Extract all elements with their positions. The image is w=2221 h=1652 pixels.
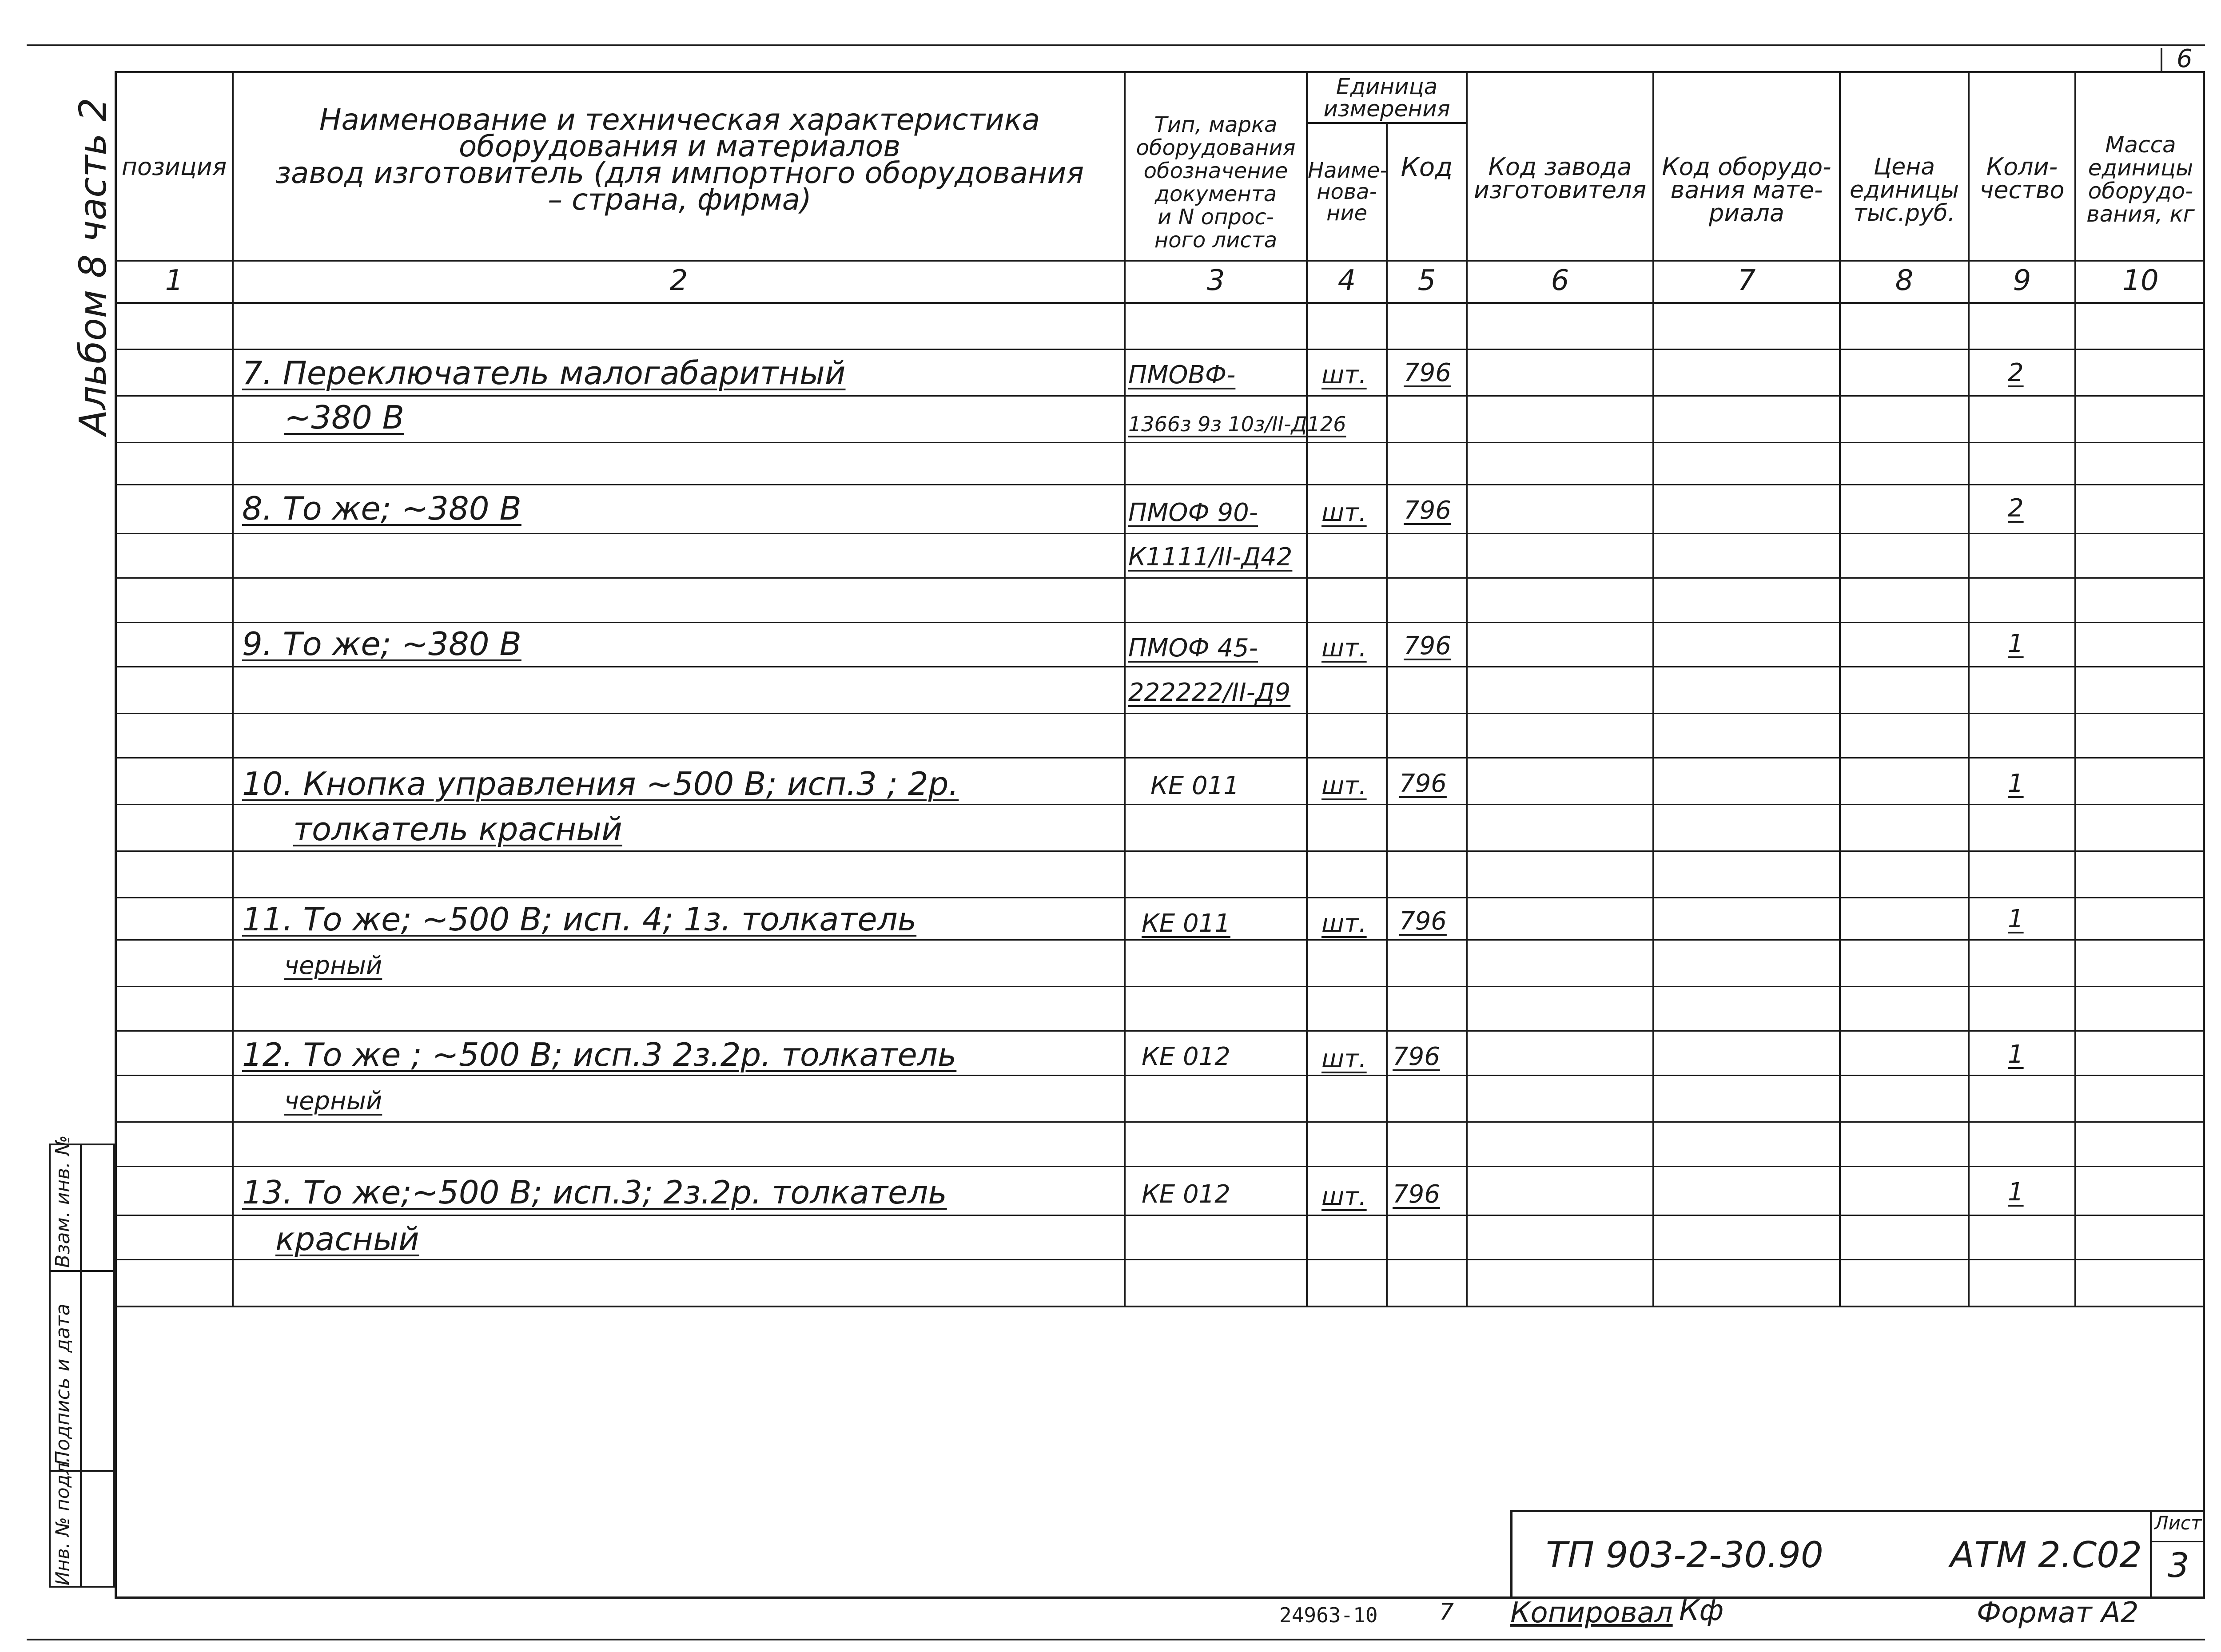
grid-h-r4 <box>115 484 2205 485</box>
grid-v-2 <box>1124 71 1126 1306</box>
row-10-type-line1: КЕ 011 <box>1150 771 1239 800</box>
grid-h-r18 <box>115 1121 2205 1123</box>
header-unit-code: Код <box>1401 152 1453 182</box>
grid-h-r10 <box>115 757 2205 758</box>
row-13-name-line2: красный <box>275 1220 419 1258</box>
row-7-code: 796 <box>1404 358 1451 387</box>
colnum-5: 5 <box>1417 264 1436 297</box>
row-9-name-line1: 9. То же; ~380 В <box>242 625 521 663</box>
title-doc-code: ТП 903-2-30.90 <box>1546 1534 1823 1576</box>
header-factory-code: Код завода изготовителя <box>1473 153 1647 204</box>
header-unit-group: Единица измерения <box>1323 74 1450 122</box>
footer-copied-sign: Кф <box>1679 1594 1724 1627</box>
top-trim-line <box>27 44 2205 46</box>
grid-h-r16 <box>115 1030 2205 1032</box>
row-11-name-line2: черный <box>284 951 382 980</box>
corner-sheet-number: 6 <box>2177 44 2193 73</box>
row-7-qty: 2 <box>2008 358 2024 387</box>
row-11-unit: шт. <box>1321 909 1367 938</box>
row-13-code: 796 <box>1393 1180 1440 1209</box>
side-stamp-inv: Инв. № подл. <box>52 1457 73 1585</box>
row-8-type-line1: ПМОФ 90- <box>1128 498 1258 527</box>
title-sheet-number: 3 <box>2168 1545 2189 1585</box>
grid-h-r13 <box>115 897 2205 898</box>
row-8-unit: шт. <box>1321 498 1367 527</box>
grid-h-r15 <box>115 986 2205 987</box>
row-10-name-line2: толкатель красный <box>293 810 622 848</box>
grid-v-6 <box>1652 71 1654 1306</box>
grid-h-r20 <box>115 1215 2205 1216</box>
colnum-3: 3 <box>1206 264 1225 297</box>
row-9-type-line1: ПМОФ 45- <box>1128 634 1258 663</box>
row-11-code: 796 <box>1399 907 1447 936</box>
grid-h-unit <box>1306 122 1466 124</box>
grid-h-r5 <box>115 533 2205 534</box>
row-11-qty: 1 <box>2008 905 2024 933</box>
row-10-qty: 1 <box>2008 769 2024 798</box>
row-8-type-line2: К1111/ІІ-Д42 <box>1128 543 1293 572</box>
row-7-name-line1: 7. Переключатель малогабаритный <box>242 354 846 392</box>
row-13-unit: шт. <box>1321 1182 1367 1211</box>
side-album-label: Альбом 8 часть 2 <box>71 98 115 435</box>
header-unit-name: Наиме- нова- ние <box>1308 158 1388 226</box>
row-12-name-line2: черный <box>284 1087 382 1116</box>
grid-v-8 <box>1968 71 1970 1306</box>
grid-v-1 <box>232 71 234 1306</box>
header-position: позиция <box>121 153 227 181</box>
bottom-trim-line <box>27 1639 2205 1640</box>
row-8-qty: 2 <box>2008 494 2024 523</box>
row-10-code: 796 <box>1399 769 1447 798</box>
title-block-sheet-line <box>2150 1541 2205 1542</box>
side-stamp-replace: Взам. инв. № <box>52 1135 74 1268</box>
header-name: Наименование и техническая характеристика оборудования и материалов завод изготовитель (для импортного оборудования – страна, фирма) <box>275 103 1084 217</box>
grid-h-r9 <box>115 713 2205 714</box>
row-13-name-line1: 13. То же;~500 В; исп.3; 2з.2р. толкатель <box>242 1174 947 1211</box>
row-9-type-line2: 222222/ІІ-Д9 <box>1128 678 1291 707</box>
row-10-unit: шт. <box>1321 771 1367 800</box>
title-block-sheet-divider <box>2150 1510 2152 1599</box>
colnum-1: 1 <box>165 264 183 297</box>
row-8-name-line1: 8. То же; ~380 В <box>242 490 521 527</box>
row-13-qty: 1 <box>2008 1178 2024 1207</box>
grid-h-r1 <box>115 349 2205 350</box>
grid-v-9 <box>2074 71 2076 1306</box>
row-9-code: 796 <box>1404 631 1451 660</box>
row-10-name-line1: 10. Кнопка управления ~500 В; исп.3 ; 2р. <box>242 765 959 802</box>
row-7-type-line2: 1366з 9з 10з/ІІ-Д126 <box>1128 412 1346 436</box>
colnum-9: 9 <box>2013 264 2031 297</box>
grid-h-numbers-bottom <box>115 302 2205 304</box>
row-7-unit: шт. <box>1321 361 1367 389</box>
colnum-10: 10 <box>2122 264 2159 297</box>
colnum-7: 7 <box>1737 264 1756 297</box>
row-12-name-line1: 12. То же ; ~500 В; исп.3 2з.2р. толкатель <box>242 1036 957 1073</box>
grid-h-r6 <box>115 577 2205 579</box>
footer-copied: Копировал <box>1510 1596 1673 1629</box>
row-11-type-line1: КЕ 011 <box>1142 909 1230 938</box>
header-equipment-code: Код оборудо- вания мате- риала <box>1662 153 1831 227</box>
side-stamp-divider <box>80 1144 82 1588</box>
grid-v-5 <box>1466 71 1468 1306</box>
side-stamp-sign: Подпись и дата <box>52 1303 74 1465</box>
footer-page-number: 7 <box>1439 1599 1454 1625</box>
row-9-unit: шт. <box>1321 634 1367 663</box>
colnum-6: 6 <box>1551 264 1569 297</box>
row-12-qty: 1 <box>2008 1040 2024 1069</box>
footer-order-number: 24963-10 <box>1279 1603 1378 1627</box>
header-quantity: Коли- чество <box>1979 153 2065 204</box>
grid-h-r12 <box>115 850 2205 852</box>
row-9-qty: 1 <box>2008 629 2024 658</box>
side-stamp-h1 <box>49 1270 115 1272</box>
title-sheet-label: Лист <box>2154 1512 2202 1534</box>
grid-v-3 <box>1306 71 1308 1306</box>
row-12-unit: шт. <box>1321 1044 1367 1073</box>
grid-h-r21 <box>115 1259 2205 1260</box>
grid-h-r2 <box>115 395 2205 397</box>
row-7-name-line2: ~380 В <box>284 399 405 436</box>
grid-h-r7 <box>115 622 2205 623</box>
row-12-type-line1: КЕ 012 <box>1142 1042 1230 1071</box>
grid-v-7 <box>1839 71 1841 1306</box>
row-11-name-line1: 11. То же; ~500 В; исп. 4; 1з. толкатель <box>242 901 917 938</box>
colnum-4: 4 <box>1337 264 1356 297</box>
header-price: Цена единицы тыс.руб. <box>1850 154 1959 226</box>
grid-h-r19 <box>115 1166 2205 1167</box>
title-mark: АТМ 2.С02 <box>1950 1534 2142 1576</box>
header-type: Тип, марка оборудования обозначение документа и N опрос- ного листа <box>1136 112 1296 253</box>
header-mass: Масса единицы оборудо- вания, кг <box>2086 132 2195 227</box>
row-12-code: 796 <box>1393 1042 1440 1071</box>
colnum-2: 2 <box>669 264 688 297</box>
row-8-code: 796 <box>1404 496 1451 525</box>
row-7-type-line1: ПМОВФ- <box>1128 361 1236 389</box>
row-13-type-line1: КЕ 012 <box>1142 1180 1230 1209</box>
footer-format: Формат А2 <box>1977 1596 2139 1629</box>
grid-h-header-bottom <box>115 260 2205 262</box>
colnum-8: 8 <box>1895 264 1914 297</box>
grid-h-table-bottom <box>115 1306 2205 1307</box>
